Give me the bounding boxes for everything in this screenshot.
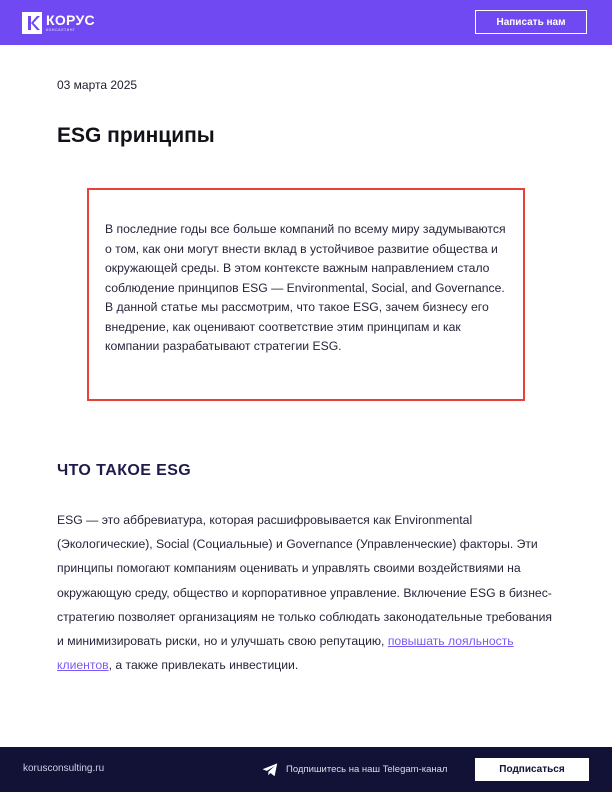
article-date: 03 марта 2025: [57, 78, 138, 92]
telegram-icon: [262, 763, 278, 777]
section-heading: ЧТО ТАКОЕ ESG: [57, 462, 192, 479]
contact-us-button[interactable]: Написать нам: [475, 10, 587, 34]
body-text-end: , а также привлекать инвестиции.: [108, 658, 299, 673]
footer-site-link[interactable]: korusconsulting.ru: [23, 763, 105, 774]
logo-wordmark: КОРУС: [46, 12, 95, 29]
intro-paragraph: В последние годы все больше компаний по всему миру задумываются о том, как они могут внести вклад в устойчивое развитие общества и окружающей среды. В этом контексте важным направлением стало соблюдение принципов ESG — Environmental, Social, and Governance. В данной статье мы рассмотрим, что такое ESG, зачем бизнесу его внедрение, как оценивают соответствие этим принципам и как компании разрабатывают стратегии ESG.: [105, 222, 506, 353]
body-paragraph: [57, 508, 555, 677]
site-header: [0, 0, 612, 45]
intro-highlight-box: [87, 188, 525, 401]
telegram-subscribe-text[interactable]: Подпишитесь на наш Telegam-канал: [286, 764, 448, 775]
article-title: ESG принципы: [57, 124, 215, 147]
logo-text: [46, 13, 95, 33]
customer-loyalty-link[interactable]: повышать лояльность клиентов: [57, 634, 514, 673]
site-footer: [0, 747, 612, 792]
company-logo[interactable]: [22, 11, 95, 35]
subscribe-button[interactable]: Подписаться: [475, 758, 589, 781]
logo-mark-icon: [22, 12, 42, 34]
logo-subtitle: КОНСАЛТИНГ: [46, 28, 76, 33]
body-text-start: ESG — это аббревиатура, которая расшифровывается как Environmental (Экологические), Social (Социальные) и Governance (Управленческие) факторы. Эти принципы помогают компаниям оценивать и управлять своими воздействиями на окружающую среду, общество и корпоративное управление. Включение ESG в бизнес-стратегию позволяет организациям не только соблюдать законодательные требования и минимизировать риски, но и улучшать свою репутацию,: [57, 513, 552, 649]
